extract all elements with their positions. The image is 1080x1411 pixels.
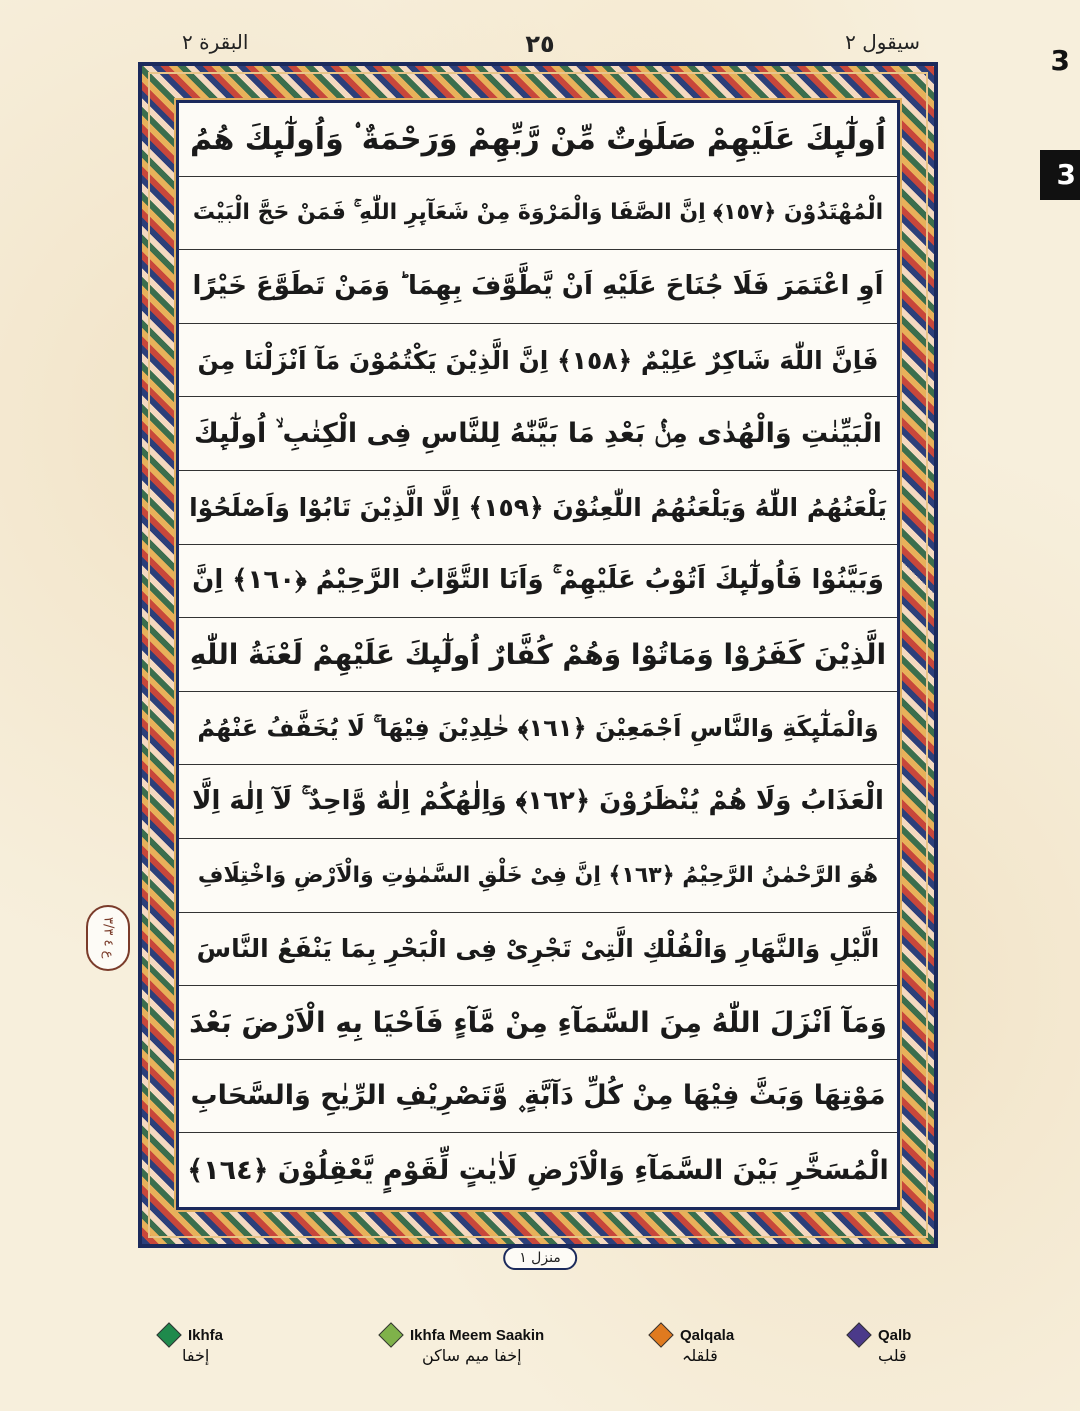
quran-line: اَوِ اعْتَمَرَ فَلَا جُنَاحَ عَلَيْهِ اَنْ يَّطَّوَّفَ بِهِمَا ؕ وَمَنْ تَطَوَّعَ خَيْرًا [179, 250, 897, 324]
quran-line: الْعَذَابُ وَلَا هُمْ يُنْظَرُوْنَ ﴿١٦٢﴾ وَاِلٰهُكُمْ اِلٰهٌ وَّاحِدٌ ۚ لَآ اِلٰهَ اِلَّا [179, 765, 897, 839]
legend-label-ar: إخفا [182, 1346, 210, 1365]
legend-item-ikhfa-meem-saakin [382, 1326, 544, 1365]
quran-line: فَاِنَّ اللّٰهَ شَاكِرٌ عَلِيْمٌ ﴿١٥٨﴾ اِنَّ الَّذِيْنَ يَكْتُمُوْنَ مَآ اَنْزَلْنَا مِنَ [179, 324, 897, 398]
ikhfa-diamond-icon [156, 1322, 181, 1347]
legend-label-ar: إخفا میم ساکن [422, 1346, 522, 1365]
para-tab: 3 [1040, 150, 1080, 200]
header-surah: البقرة ٢ [182, 30, 249, 54]
legend-item-ikhfa [160, 1326, 223, 1365]
legend-label-en: Qalqala [680, 1326, 735, 1344]
quran-line: الْمُهْتَدُوْنَ ﴿١٥٧﴾ اِنَّ الصَّفَا وَالْمَرْوَةَ مِنْ شَعَآىِٕرِ اللّٰهِ ۚ فَمَنْ حَجَّ الْبَيْتَ [179, 177, 897, 251]
legend-label-en: Qalb [878, 1326, 912, 1344]
header-page-number: ٢٥ [525, 30, 555, 58]
para-number: 3 [1050, 44, 1070, 77]
text-panel [176, 100, 900, 1210]
qalqala-diamond-icon [648, 1322, 673, 1347]
legend-item-qalb [850, 1326, 911, 1365]
quran-line: الَّذِيْنَ كَفَرُوْا وَمَاتُوْا وَهُمْ كُفَّارٌ اُولٰٓىِٕكَ عَلَيْهِمْ لَعْنَةُ اللّٰهِ [179, 618, 897, 692]
ruku-marker: ع ٤ ٣/٣ [86, 905, 130, 971]
manzil-marker: منزل ١ [503, 1246, 577, 1270]
quran-line: وَبَيَّنُوْا فَاُولٰٓىِٕكَ اَتُوْبُ عَلَيْهِمْ ۚ وَاَنَا التَّوَّابُ الرَّحِيْمُ ﴿١٦٠﴾ اِنَّ [179, 545, 897, 619]
quran-line: وَمَآ اَنْزَلَ اللّٰهُ مِنَ السَّمَآءِ مِنْ مَّآءٍ فَاَحْيَا بِهِ الْاَرْضَ بَعْدَ [179, 986, 897, 1060]
qalb-diamond-icon [846, 1322, 871, 1347]
header-para: سيقول ٢ [845, 30, 920, 54]
quran-line: هُوَ الرَّحْمٰنُ الرَّحِيْمُ ﴿١٦٣﴾ اِنَّ فِىْ خَلْقِ السَّمٰوٰتِ وَالْاَرْضِ وَاخْتِلَافِ [179, 839, 897, 913]
quran-line: الَّيْلِ وَالنَّهَارِ وَالْفُلْكِ الَّتِىْ تَجْرِىْ فِى الْبَحْرِ بِمَا يَنْفَعُ النَّاسَ [179, 913, 897, 987]
legend-label-en: Ikhfa [188, 1326, 224, 1344]
legend-label-ar: قلقلہ [682, 1346, 718, 1365]
quran-line: اُولٰٓىِٕكَ عَلَيْهِمْ صَلَوٰتٌ مِّنْ رَّبِّهِمْ وَرَحْمَةٌ ۟ وَاُولٰٓىِٕكَ هُمُ [179, 103, 897, 177]
legend-item-qalqala [652, 1326, 734, 1365]
quran-line: الْمُسَخَّرِ بَيْنَ السَّمَآءِ وَالْاَرْضِ لَاٰيٰتٍ لِّقَوْمٍ يَّعْقِلُوْنَ ﴿١٦٤﴾ [187, 1154, 889, 1186]
quran-line: الْبَيِّنٰتِ وَالْهُدٰى مِنْۢ بَعْدِ مَا بَيَّنّٰهُ لِلنَّاسِ فِى الْكِتٰبِ ۙ اُولٰٓىِٕكَ [179, 397, 897, 471]
quran-line: وَالْمَلٰٓىِٕكَةِ وَالنَّاسِ اَجْمَعِيْنَ ﴿١٦١﴾ خٰلِدِيْنَ فِيْهَا ۚ لَا يُخَفَّفُ عَنْهُمُ [179, 692, 897, 766]
quran-line: يَلْعَنُهُمُ اللّٰهُ وَيَلْعَنُهُمُ اللّٰعِنُوْنَ ﴿١٥٩﴾ اِلَّا الَّذِيْنَ تَابُوْا وَاَصْلَحُوْا [179, 471, 897, 545]
ikhfa-meem-saakin-diamond-icon [378, 1322, 403, 1347]
ornamental-border [138, 62, 938, 1248]
legend-label-ar: قلب [878, 1346, 907, 1365]
legend-label-en: Ikhfa Meem Saakin [410, 1326, 545, 1344]
quran-line: مَوْتِهَا وَبَثَّ فِيْهَا مِنْ كُلِّ دَآبَّةٍ ۪ وَّتَصْرِيْفِ الرِّيٰحِ وَالسَّحَابِ [179, 1060, 897, 1134]
